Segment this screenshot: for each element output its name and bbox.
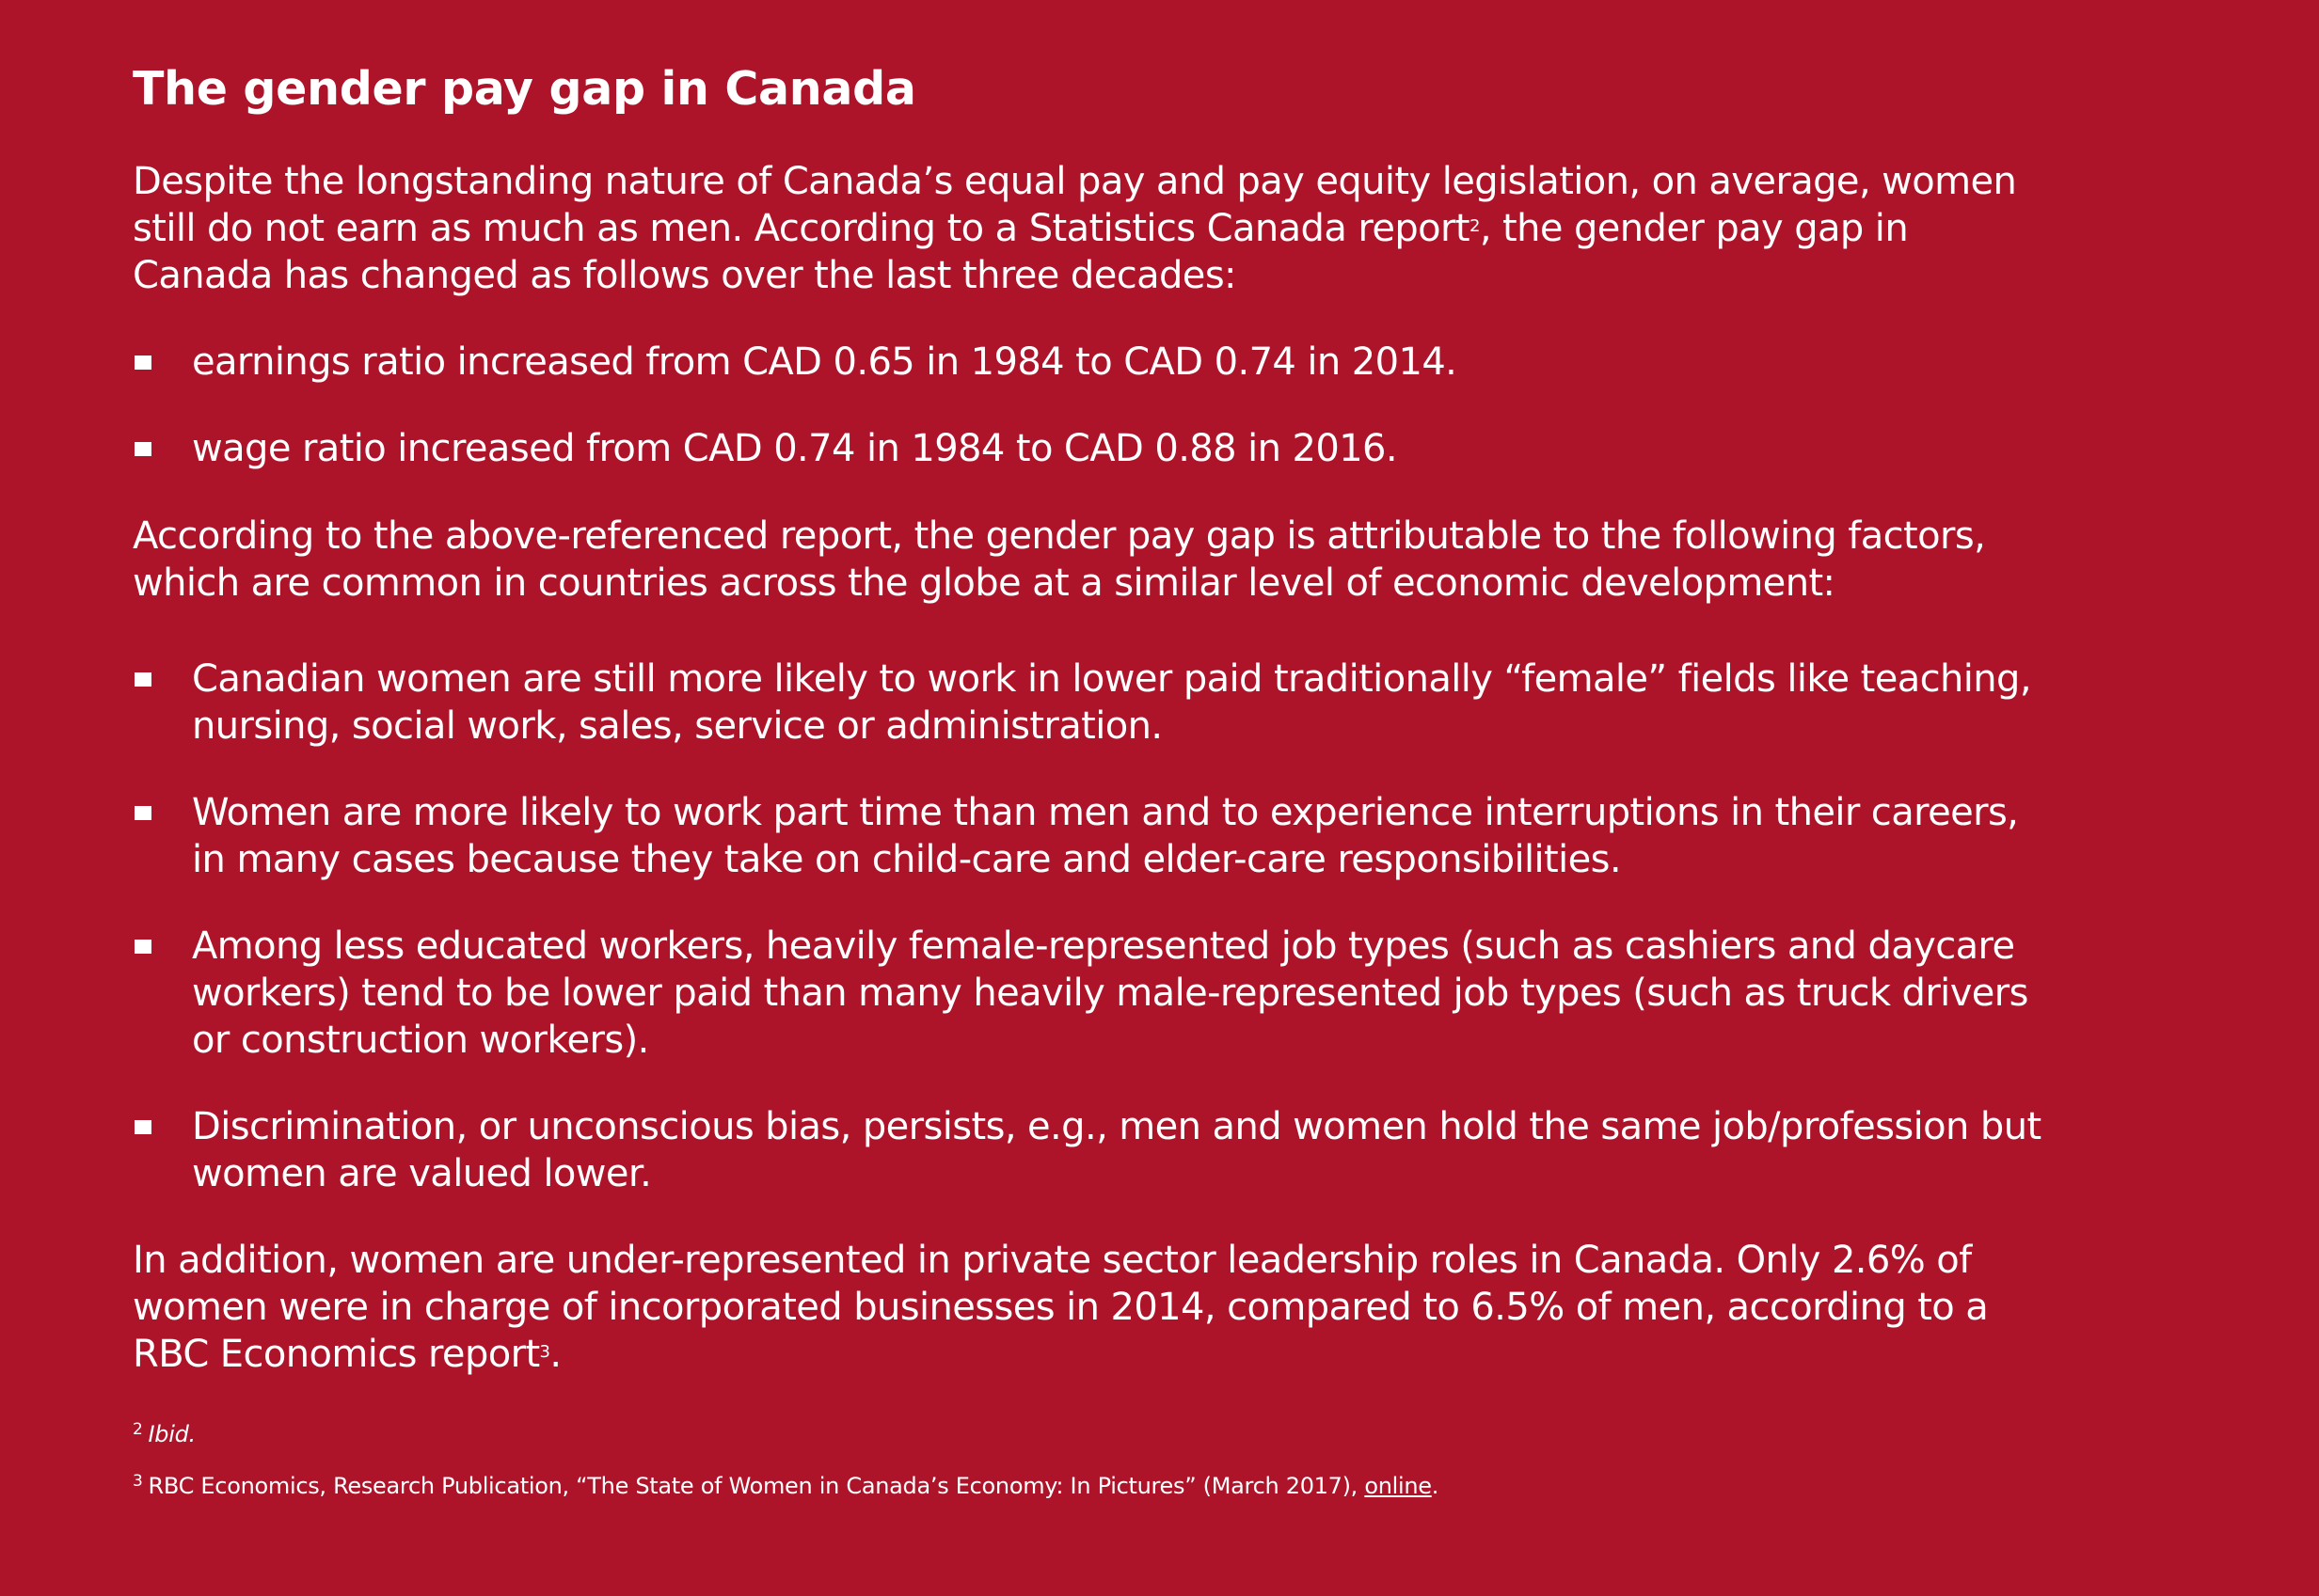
leadership-paragraph bbox=[133, 1237, 2052, 1378]
list-item bbox=[133, 656, 2052, 750]
square-bullet-icon bbox=[135, 356, 151, 370]
page-title: The gender pay gap in Canada bbox=[133, 62, 916, 116]
list-item bbox=[133, 339, 2052, 386]
footnote-trailing: . bbox=[1431, 1473, 1439, 1499]
intro-paragraph bbox=[133, 158, 2052, 299]
online-link[interactable]: online bbox=[1364, 1473, 1432, 1499]
list-item-text: wage ratio increased from CAD 0.74 in 1984 to CAD 0.88 in 2016. bbox=[192, 427, 1398, 470]
footnote-ref-2[interactable]: 2 bbox=[1469, 216, 1480, 236]
square-bullet-icon bbox=[135, 940, 151, 954]
square-bullet-icon bbox=[135, 806, 151, 820]
footnote-ref-3[interactable]: 3 bbox=[539, 1342, 550, 1362]
list-item-text: Discrimination, or unconscious bias, persists, e.g., men and women hold the same job/profession but women are valued lower. bbox=[192, 1105, 2041, 1195]
footnote-number: 3 bbox=[133, 1472, 143, 1491]
square-bullet-icon bbox=[135, 672, 151, 687]
list-item bbox=[133, 789, 2052, 883]
leadership-text: In addition, women are under-represented in private sector leadership roles in Canada. Only 2.6% of women were in charge of incorporated businesses in 2014, compared to 6.5% of men, according to a RBC Economics report bbox=[133, 1239, 1989, 1376]
footnote-2 bbox=[133, 1414, 2052, 1450]
pay-ratio-list bbox=[133, 339, 2052, 472]
list-item-text: earnings ratio increased from CAD 0.65 in 1984 to CAD 0.74 in 2014. bbox=[192, 340, 1457, 384]
footnotes bbox=[133, 1414, 2052, 1502]
list-item-text: Women are more likely to work part time than men and to experience interruptions in their careers, in many cases because they take on child-care and elder-care responsibilities. bbox=[192, 791, 2019, 881]
list-item-text: Among less educated workers, heavily female-represented job types (such as cashiers and daycare workers) tend to be lower paid than many heavily male-represented job types (such as truck drivers or construction workers). bbox=[192, 924, 2028, 1062]
square-bullet-icon bbox=[135, 442, 151, 456]
footnote-text: RBC Economics, Research Publication, “The State of Women in Canada’s Economy: In Pictures” (March 2017), bbox=[148, 1473, 1365, 1499]
square-bullet-icon bbox=[135, 1120, 151, 1134]
footnote-text: Ibid. bbox=[148, 1421, 196, 1447]
document-page bbox=[133, 56, 2052, 1502]
footnote-number: 2 bbox=[133, 1420, 143, 1439]
list-item bbox=[133, 425, 2052, 472]
list-item bbox=[133, 1103, 2052, 1197]
factors-list bbox=[133, 656, 2052, 1197]
list-item-text: Canadian women are still more likely to work in lower paid traditionally “female” fields like teaching, nursing, social work, sales, service or administration. bbox=[192, 657, 2031, 748]
footnote-3 bbox=[133, 1465, 2052, 1502]
list-item bbox=[133, 923, 2052, 1064]
factors-intro-paragraph: According to the above-referenced report, the gender pay gap is attributable to the following factors, which are common in countries across the globe at a similar level of economic development: bbox=[133, 514, 1986, 605]
leadership-text-end: . bbox=[549, 1333, 562, 1376]
intro-text-continued: , the gender pay gap in Canada has changed as follows over the last three decades: bbox=[133, 207, 1909, 297]
intro-text: Despite the longstanding nature of Canada’s equal pay and pay equity legislation, on average, women still do not earn as much as men. According to a Statistics Canada report bbox=[133, 160, 2017, 250]
